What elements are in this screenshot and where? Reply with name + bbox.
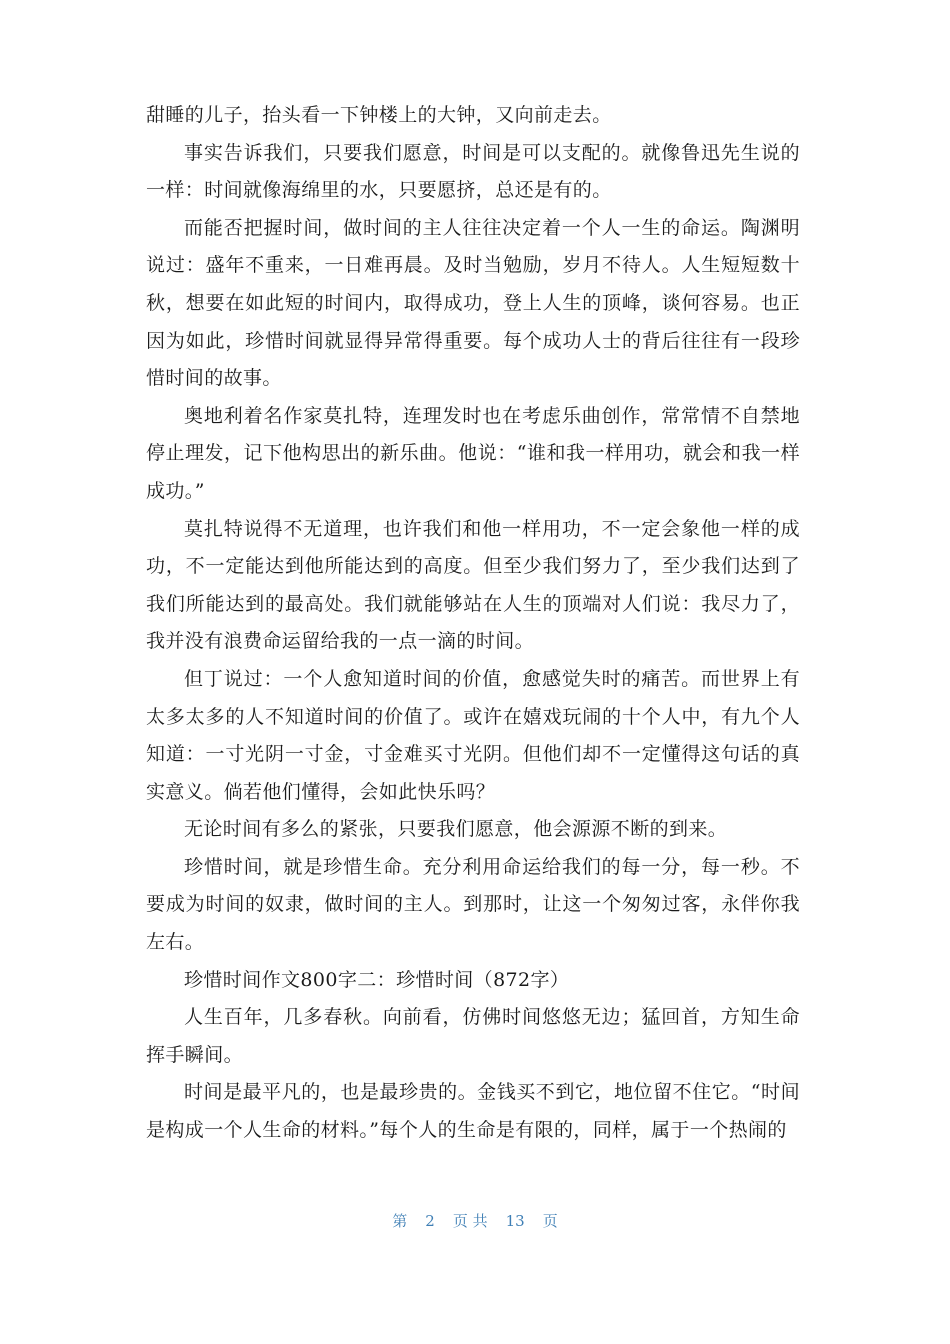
current-page-number: 2 — [425, 1212, 435, 1230]
paragraph: 人生百年，几多春秋。向前看，仿佛时间悠悠无边；猛回首，方知生命挥手瞬间。 — [146, 1006, 800, 1066]
paragraph: 而能否把握时间，做时间的主人往往决定着一个人一生的命运。陶渊明说过：盛年不重来，一日难再晨。及时当勉励，岁月不待人。人生短短数十秋，想要在如此短的时间内，取得成功，登上人生的顶峰，谈何容易。也正因为如此，珍惜时间就显得异常得重要。每个成功人士的背后往往有一段珍惜时间的故事。 — [146, 216, 800, 390]
paragraph: 时间是最平凡的，也是最珍贵的。金钱买不到它，地位留不住它。“时间是构成一个人生命的材料。”每个人的生命是有限的，同样，属于一个热闹的 — [146, 1081, 800, 1142]
paragraph: 甜睡的儿子，抬头看一下钟楼上的大钟，又向前走去。 — [146, 104, 612, 126]
document-body — [146, 97, 800, 1150]
page-footer — [0, 1210, 950, 1231]
footer-label-end: 页 — [542, 1212, 558, 1230]
paragraph: 但丁说过：一个人愈知道时间的价值，愈感觉失时的痛苦。而世界上有太多太多的人不知道时间的价值了。或许在嬉戏玩闹的十个人中，有九个人知道：一寸光阴一寸金，寸金难买寸光阴。但他们却不一定懂得这句话的真实意义。倘若他们懂得，会如此快乐吗？ — [146, 667, 800, 803]
paragraph: 事实告诉我们，只要我们愿意，时间是可以支配的。就像鲁迅先生说的一样：时间就像海绵里的水，只要愿挤，总还是有的。 — [146, 141, 800, 202]
footer-label-of: 页 共 — [452, 1212, 488, 1230]
total-page-number: 13 — [505, 1212, 525, 1230]
section-heading: 珍惜时间作文800字二：珍惜时间（872字） — [184, 968, 570, 991]
footer-label-page: 第 — [392, 1212, 408, 1230]
paragraph: 无论时间有多么的紧张，只要我们愿意，他会源源不断的到来。 — [184, 818, 728, 841]
paragraph: 珍惜时间，就是珍惜生命。充分利用命运给我们的每一分，每一秒。不要成为时间的奴隶，做时间的主人。到那时，让这一个匆匆过客，永伴你我左右。 — [146, 855, 800, 954]
paragraph: 莫扎特说得不无道理，也许我们和他一样用功，不一定会象他一样的成功，不一定能达到他所能达到的高度。但至少我们努力了，至少我们达到了我们所能达到的最高处。我们就能够站在人生的顶端对人们说：我尽力了，我并没有浪费命运留给我的一点一滴的时间。 — [146, 517, 800, 653]
paragraph: 奥地利着名作家莫扎特，连理发时也在考虑乐曲创作，常常情不自禁地停止理发，记下他构思出的新乐曲。他说：“谁和我一样用功，就会和我一样成功。” — [146, 404, 800, 502]
